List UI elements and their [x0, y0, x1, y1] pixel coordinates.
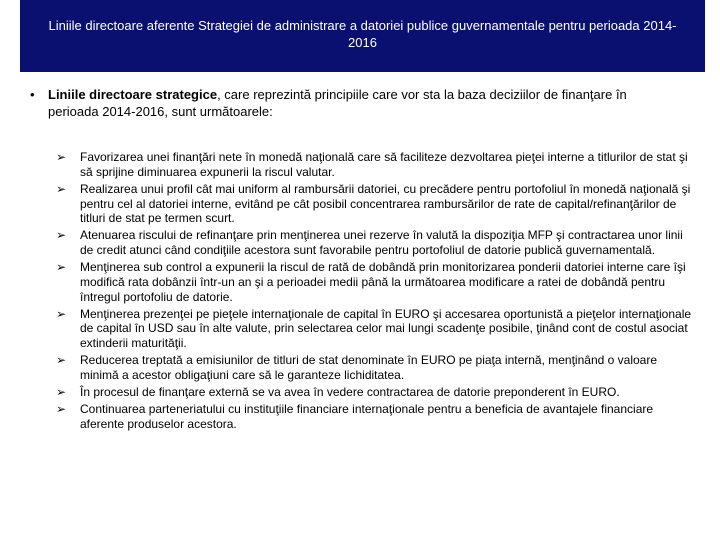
list-item	[56, 182, 696, 226]
intro-text	[48, 86, 680, 120]
arrow-bullet-icon: ➢	[56, 384, 67, 399]
list-item-text: Realizarea unui profil cât mai uniform al rambursării datoriei, cu precădere pentru portofoliul în monedă naţională şi pentru cel al datoriei interne, evitând pe cât posibil concentrarea rambursărilor de rate de capital/refinanţărilor de titluri de stat pe termen scurt.	[80, 181, 691, 226]
list-item-text: Continuarea parteneriatului cu instituţiile financiare internaţionale pentru a beneficia de avantajele financiare aferente produselor acestora.	[80, 401, 654, 431]
arrow-bullet-icon: ➢	[56, 353, 67, 368]
list-item	[56, 385, 696, 400]
list-item-text: În procesul de finanţare externă se va avea în vedere contractarea de datorie preponderent în EURO.	[80, 384, 620, 399]
list-item-text: Menţinerea prezenţei pe pieţele internaţionale de capital în EURO şi accesarea oportunistă a pieţelor internaţionale de capital în USD sau în alte valute, prin selectarea celor mai lungi scadenţe posibile, ţinând cont de costul asociat extinderii maturităţii.	[80, 306, 692, 350]
arrow-bullet-icon: ➢	[56, 260, 67, 275]
list-item-text: Favorizarea unei finanţări nete în monedă naţională care să faciliteze dezvoltarea pieţei interne a titlurilor de stat şi să sprijine diminuarea expunerii la riscul valutar.	[80, 150, 688, 179]
arrow-bullet-icon: ➢	[56, 150, 67, 164]
arrow-bullet-icon: ➢	[56, 401, 67, 416]
intro-bold-text: Liniile directoare strategice	[48, 87, 218, 102]
list-item-text: Reducerea treptată a emisiunilor de titluri de stat denominate în EURO pe piaţa internă, menţinând o valoare minimă a acestor obligaţiuni care să le garanteze lichiditatea.	[80, 353, 657, 382]
arrow-bullet-icon: ➢	[56, 228, 67, 243]
arrow-bullet-icon: ➢	[56, 181, 67, 196]
page-title: Liniile directoare aferente Strategiei de administrare a datoriei publice guvernamentale pentru perioada 2014-2016	[48, 18, 677, 50]
bullet-icon: •	[30, 87, 35, 102]
arrow-bullet-icon: ➢	[56, 306, 67, 321]
directives-list	[56, 150, 696, 434]
intro-rest-text: , care reprezintă principiile care vor sta la baza deciziilor de finanţare în perioada 2014-2016, sunt următoarele:	[48, 87, 627, 119]
list-item	[56, 228, 696, 257]
list-item	[56, 150, 696, 179]
intro-paragraph	[20, 86, 680, 120]
list-item	[56, 307, 696, 351]
list-item	[56, 402, 696, 431]
list-item-text: Menţinerea sub control a expunerii la riscul de rată de dobândă prin monitorizarea ponderii datoriei interne care îşi modifică rata dobânzii într-un an şi a perioadei medii până la următoarea modificare a ratei de dobândă pentru întregul portofoliu de datorie.	[80, 260, 686, 304]
list-item	[56, 260, 696, 304]
list-item	[56, 353, 696, 382]
title-bar	[20, 0, 705, 72]
list-item-text: Atenuarea riscului de refinanţare prin menţinerea unei rezerve în valută la dispoziţia MFP şi contractarea unor linii de credit atunci când condiţiile acestora sunt favorabile pentru portofoliul de datorie publică guvernamentală.	[80, 228, 683, 257]
